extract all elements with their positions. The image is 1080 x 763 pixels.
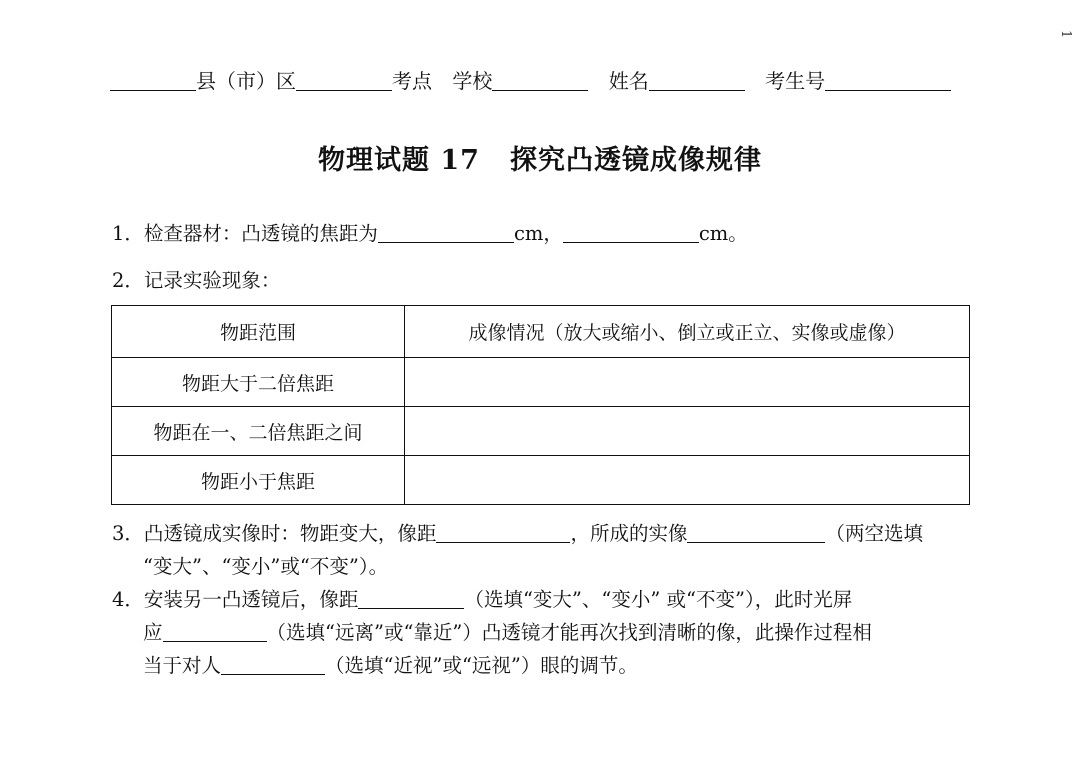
focal-length-blank-2[interactable] [563,220,699,243]
image-distance-blank[interactable] [436,520,570,543]
table-header-cell: 成像情况（放大或缩小、倒立或正立、实像或虚像） [405,306,970,358]
q2-number: 2． [112,269,144,292]
table-header-row [112,306,970,358]
exam-header [110,66,970,96]
q4-text-2: （选填“变大”、“变小” 或“不变”），此时光屏 [464,588,853,611]
school-label: 学校 [452,69,493,93]
eye-type-blank[interactable] [221,652,325,675]
table-header-cell: 物距范围 [112,306,405,358]
q4-text-1: 安装另一凸透镜后，像距 [143,588,359,611]
q2-text: 记录实验现象： [143,269,281,292]
exam-no-blank[interactable] [825,68,951,91]
record-table [111,305,970,505]
question-2 [112,266,280,296]
table-cell-range: 物距在一、二倍焦距之间 [112,407,405,456]
exam-site-blank[interactable] [296,68,392,91]
title-main: 物理试题 17 [318,145,480,176]
question-3-line-2: “变大”、“变小”或“不变”）。 [143,555,389,578]
q3-text-1: 凸透镜成实像时：物距变大，像距 [143,522,437,545]
q1-number: 1． [112,222,144,245]
q4-text-3: 应 [143,621,163,644]
screen-direction-blank[interactable] [163,619,267,642]
q4-text-4: （选填“远离”或“靠近”）凸透镜才能再次找到清晰的像，此操作过程相 [266,621,872,644]
title-sub: 探究凸透镜成像规律 [509,145,762,176]
q3-text-2: ，所成的实像 [570,522,688,545]
question-4-line-3 [143,651,638,681]
focal-length-blank-1[interactable] [378,220,514,243]
table-cell-answer[interactable] [405,456,970,505]
question-4 [112,585,852,615]
question-3 [112,519,923,549]
table-cell-range: 物距小于焦距 [112,456,405,505]
q4-text-6: （选填“近视”或“远视”）眼的调节。 [325,654,638,677]
page-number: 1 [1058,30,1073,39]
table-cell-answer[interactable] [405,407,970,456]
page-title [0,138,1080,177]
table-cell-range: 物距大于二倍焦距 [112,358,405,407]
exam-site-label: 考点 [392,69,432,93]
table-row [112,456,970,505]
name-label: 姓名 [608,69,649,93]
school-blank[interactable] [492,68,588,91]
name-blank[interactable] [649,68,745,91]
question-1 [112,219,748,249]
table-cell-answer[interactable] [405,358,970,407]
q4-text-5: 当于对人 [143,654,222,677]
q3-text-3: （两空选填 [825,522,923,545]
table-row [112,407,970,456]
question-4-line-2 [143,618,872,648]
county-label: 县（市）区 [196,69,296,93]
q4-image-distance-blank[interactable] [358,586,464,609]
q1-text: 检查器材：凸透镜的焦距为 [143,222,378,245]
q1-unit-2: cm。 [698,222,748,245]
table-row [112,358,970,407]
q4-number: 4． [112,588,144,611]
image-size-blank[interactable] [687,520,825,543]
q1-unit-1: cm， [513,222,563,245]
county-blank[interactable] [110,68,196,91]
exam-no-label: 考生号 [765,69,826,93]
q3-number: 3． [112,522,144,545]
